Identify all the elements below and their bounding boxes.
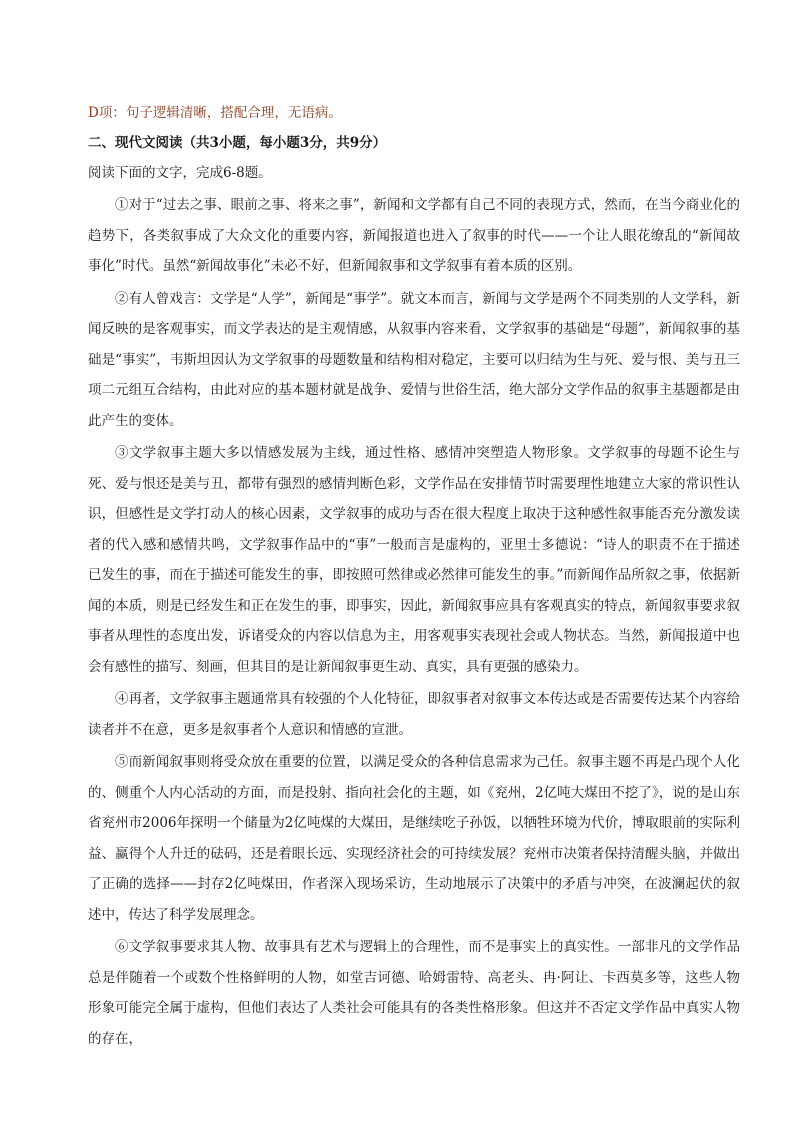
paragraph-4: ④再者，文学叙事主题通常具有较强的个人化特征，即叙事者对叙事文本传达或是否需要传达某个内容给读者并不在意，更多是叙事者个人意识和情感的宣泄。 (88, 691, 740, 738)
paragraph-3: ③文学叙事主题大多以情感发展为主线，通过性格、感情冲突塑造人物形象。文学叙事的母题不论生与死、爱与恨还是美与丑，都带有强烈的感情判断色彩，文学作品在安排情节时需要理性地建立大家的常识性认识，但感性是文学打动人的核心因素，文学叙事的成功与否在很大程度上取决于这种感性叙事能否充分激发读者的代入感和感情共鸣，文学叙事作品中的“事”一般而言是虚构的，亚里士多德说：“诗人的职责不在于描述已发生的事，而在于描述可能发生的事，即按照可然律或必然律可能发生的事。”而新闻作品所叙之事，依据新闻的本质，则是已经发生和正在发生的事，即事实，因此，新闻叙事应具有客观真实的特点，新闻叙事要求叙事者从理性的态度出发，诉诸受众的内容以信息为主，用客观事实表现社会或人物状态。当然，新闻报道中也会有感性的描写、刻画，但其目的是让新闻叙事更生动、真实，具有更强的感染力。 (88, 445, 740, 675)
section-heading: 二、现代文阅读（共3小题，每小题3分，共9分） (88, 135, 387, 151)
paragraph-6: ⑥文学叙事要求其人物、故事具有艺术与逻辑上的合理性，而不是事实上的真实性。一部非凡的文学作品总是伴随着一个或数个性格鲜明的人物，如堂吉诃德、哈姆雷特、高老头、冉·阿让、卡西莫多等，这些人物形象可能完全属于虚构，但他们表达了人类社会可能具有的各类性格形象。但这并不否定文学作品中真实人物的存在， (88, 939, 740, 1047)
paragraph-5: ⑤而新闻叙事则将受众放在重要的位置，以满足受众的各种信息需求为己任。叙事主题不再是凸现个人化的、侧重个人内心活动的方面，而是投射、指向社会化的主题，如《兖州，2亿吨大煤田不挖了》，说的是山东省兖州市2006年探明一个储量为2亿吨煤的大煤田，是继续吃子孙饭，以牺牲环境为代价，博取眼前的实际利益、赢得个人升迁的砝码，还是着眼长远、实现经济社会的可持续发展？兖州市决策者保持清醒头脑，并做出了正确的选择——封存2亿吨煤田，作者深入现场采访，生动地展示了决策中的矛盾与冲突，在波澜起伏的叙述中，传达了科学发展理念。 (88, 754, 740, 923)
document-content (88, 100, 740, 1056)
option-d-line: D项：句子逻辑清晰，搭配合理，无语病。 (88, 105, 342, 121)
reading-instruction: 阅读下面的文字，完成6-8题。 (88, 165, 272, 181)
paragraph-1: ①对于“过去之事、眼前之事、将来之事”，新闻和文学都有自己不同的表现方式，然而，在当今商业化的趋势下，各类叙事成了大众文化的重要内容，新闻报道也进入了叙事的时代——一个让人眼花缭乱的“新闻故事化”时代。虽然“新闻故事化”未必不好，但新闻叙事和文学叙事有着本质的区别。 (88, 197, 740, 274)
paragraph-2: ②有人曾戏言：文学是“人学”，新闻是“事学”。就文本而言，新闻与文学是两个不同类别的人文学科，新闻反映的是客观事实，而文学表达的是主观情感，从叙事内容来看，文学叙事的基础是“母题”，新闻叙事的基础是“事实”，韦斯坦因认为文学叙事的母题数量和结构相对稳定，主要可以归结为生与死、爱与恨、美与丑三项二元组互合结构，由此对应的基本题材就是战争、爱情与世俗生活，绝大部分文学作品的叙事主基题都是由此产生的变体。 (88, 290, 740, 429)
